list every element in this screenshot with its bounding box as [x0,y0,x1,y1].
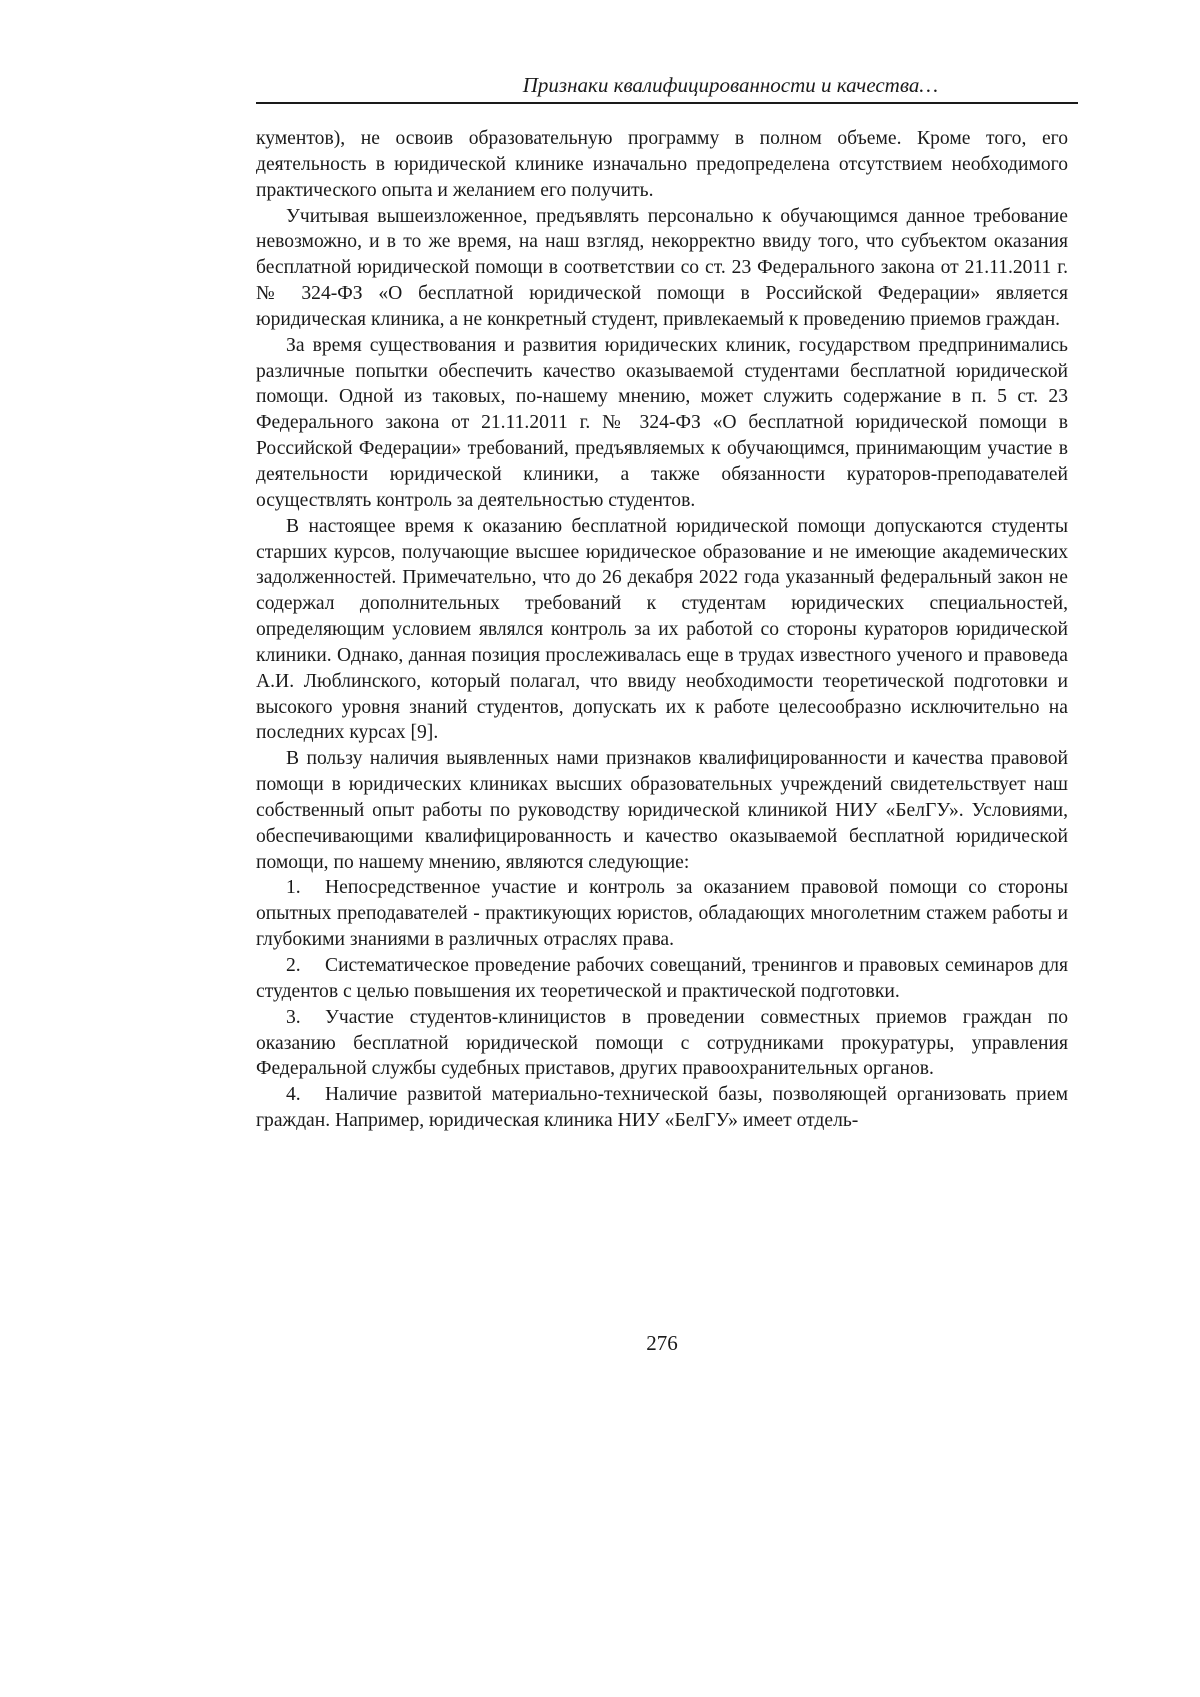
list-item-text: Непосредственное участие и контроль за оказанием правовой помощи со стороны опытных преподавателей - практикующих юристов, обладающих многолетним стажем работы и глубокими знаниями в различных отраслях права. [256,877,1068,950]
list-item [256,1082,1068,1134]
paragraph: В пользу наличия выявленных нами признаков квалифицированности и качества правовой помощи в юридических клиниках высших образовательных учреждений свидетельствует наш собственный опыт работы по руководству юридической клиникой НИУ «БелГУ». Условиями, обеспечивающими квалифицированность и качество оказываемой бесплатной юридической помощи, по нашему мнению, являются следующие: [256,746,1068,875]
page-number: 276 [0,1330,1200,1356]
list-item-number: 2. [286,953,325,979]
list-item-number: 3. [286,1005,325,1031]
list-item-text: Систематическое проведение рабочих совещаний, тренингов и правовых семинаров для студентов с целью повышения их теоретической и практической подготовки. [256,955,1068,1002]
paragraph: За время существования и развития юридических клиник, государством предпринимались различные попытки обеспечить качество оказываемой студентами бесплатной юридической помощи. Одной из таковых, по-нашему мнению, может служить содержание в п. 5 ст. 23 Федерального закона от 21.11.2011 г. № 324-ФЗ «О бесплатной юридической помощи в Российской Федерации» требований, предъявляемых к обучающимся, принимающим участие в деятельности юридической клиники, а также обязанности кураторов-преподавателей осуществлять контроль за деятельностью студентов. [256,333,1068,514]
list-item-number: 1. [286,875,325,901]
document-page [0,0,1200,1697]
paragraph: В настоящее время к оказанию бесплатной юридической помощи допускаются студенты старших курсов, получающие высшее юридическое образование и не имеющие академических задолженностей. Примечательно, что до 26 декабря 2022 года указанный федеральный закон не содержал дополнительных требований к студентам юридических специальностей, определяющим условием являлся контроль за их работой со стороны кураторов юридической клиники. Однако, данная позиция прослеживалась еще в трудах известного ученого и правоведа А.И. Люблинского, который полагал, что ввиду необходимости теоретической подготовки и высокого уровня знаний студентов, допускать их к работе целесообразно исключительно на последних курсах [9]. [256,514,1068,747]
header-rule [256,102,1078,104]
list-item [256,1005,1068,1083]
paragraph: кументов), не освоив образовательную программу в полном объеме. Кроме того, его деятельность в юридической клинике изначально предопределена отсутствием необходимого практического опыта и желанием его получить. [256,126,1068,204]
list-item [256,953,1068,1005]
list-item-text: Участие студентов-клиницистов в проведении совместных приемов граждан по оказанию бесплатной юридической помощи с сотрудниками прокуратуры, управления Федеральной службы судебных приставов, других правоохранительных органов. [256,1007,1068,1080]
list-item [256,875,1068,953]
paragraph: Учитывая вышеизложенное, предъявлять персонально к обучающимся данное требование невозможно, и в то же время, на наш взгляд, некорректно ввиду того, что субъектом оказания бесплатной юридической помощи в соответствии со ст. 23 Федерального закона от 21.11.2011 г. № 324-ФЗ «О бесплатной юридической помощи в Российской Федерации» является юридическая клиника, а не конкретный студент, привлекаемый к проведению приемов граждан. [256,204,1068,333]
list-item-number: 4. [286,1082,325,1108]
running-header: Признаки квалифицированности и качества… [256,72,1078,98]
body-text [256,126,1068,1134]
list-item-text: Наличие развитой материально-технической базы, позволяющей организовать прием граждан. Например, юридическая клиника НИУ «БелГУ» имеет отдель- [256,1084,1068,1131]
